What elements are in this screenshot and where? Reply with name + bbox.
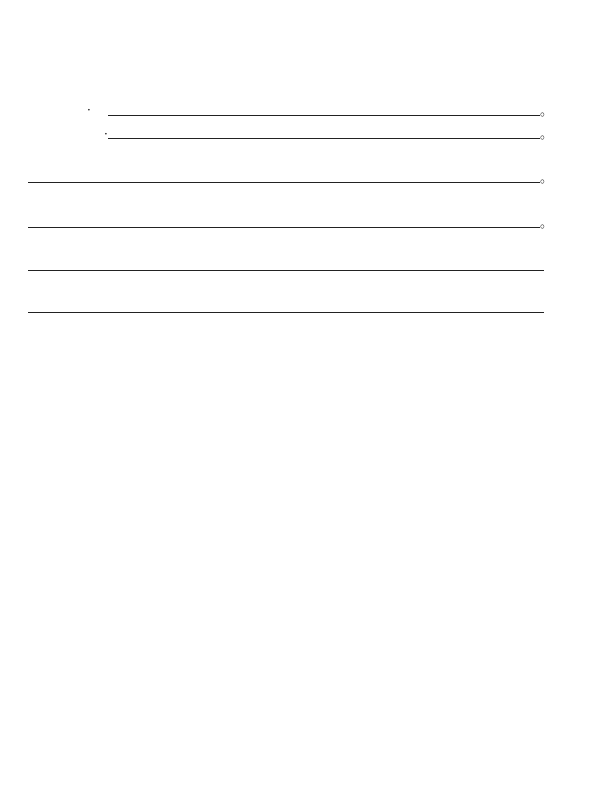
period-mark: 。 <box>540 216 554 231</box>
answer-line[interactable] <box>28 312 544 313</box>
answer-line[interactable] <box>108 115 540 116</box>
answer-line[interactable] <box>28 182 540 183</box>
answer-line[interactable] <box>28 270 544 271</box>
emphasis-dot: · <box>104 127 108 141</box>
period-mark: 。 <box>540 104 554 119</box>
answer-line[interactable] <box>108 138 540 139</box>
emphasis-dot: · <box>87 103 91 117</box>
period-mark: 。 <box>540 171 554 186</box>
answer-line[interactable] <box>28 227 540 228</box>
period-mark: 。 <box>540 127 554 142</box>
